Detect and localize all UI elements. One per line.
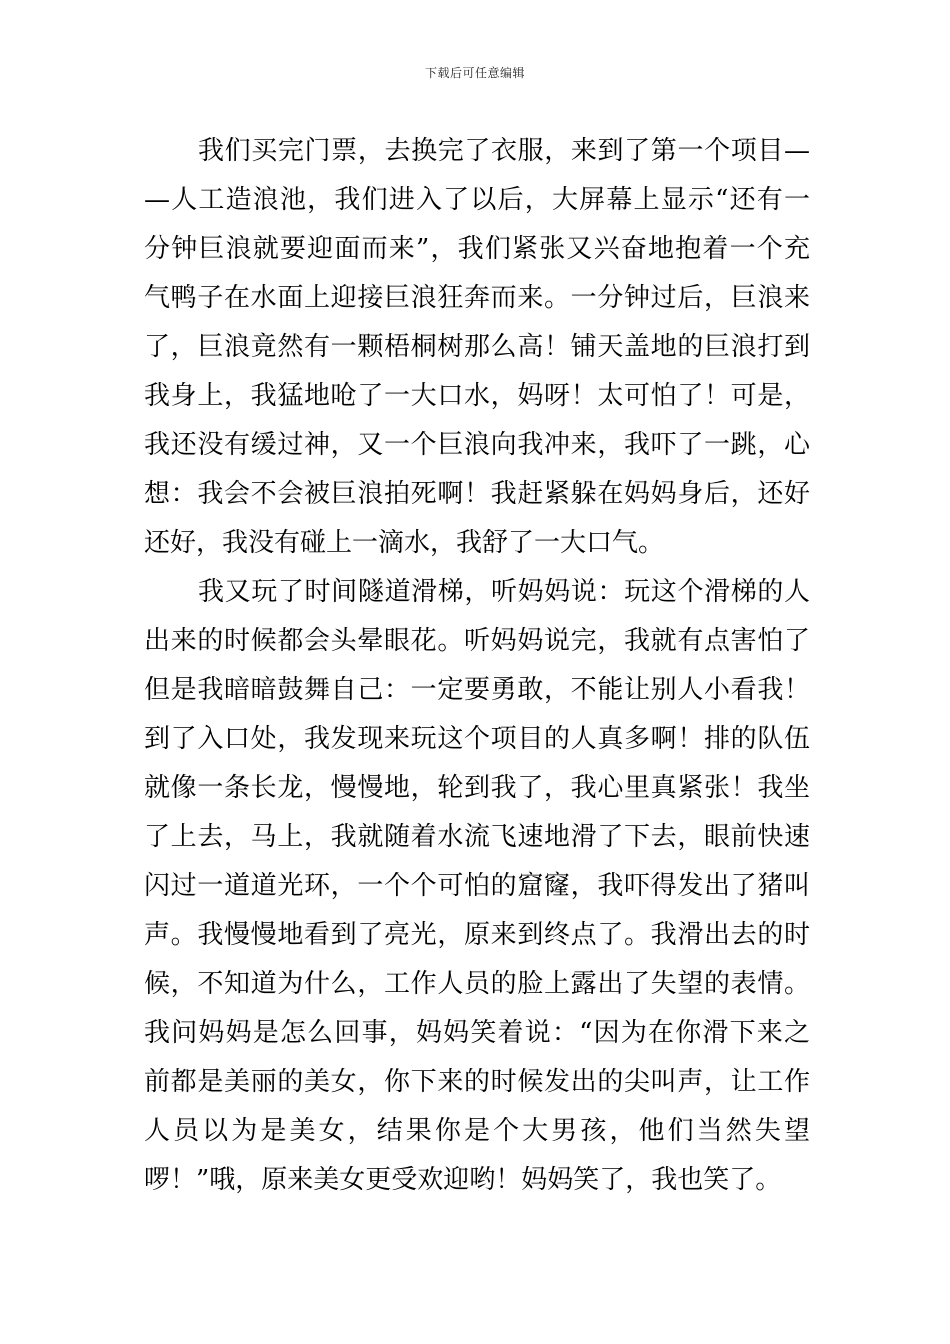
text-line: 我问妈妈是怎么回事，妈妈笑着说：“因为在你滑下来之 — [144, 1018, 810, 1048]
text-line: 分钟巨浪就要迎面而来”，我们紧张又兴奋地抱着一个充 — [144, 234, 810, 264]
text-line: 我身上，我猛地呛了一大口水，妈呀！太可怕了！可是， — [144, 381, 810, 411]
text-line: 气鸭子在水面上迎接巨浪狂奔而来。一分钟过后，巨浪来 — [144, 283, 810, 313]
text-line: 我们买完门票，去换完了衣服，来到了第一个项目— — [198, 136, 810, 166]
text-line: 但是我暗暗鼓舞自己：一定要勇敢，不能让别人小看我！ — [144, 675, 810, 705]
text-line: 到了入口处，我发现来玩这个项目的人真多啊！排的队伍 — [144, 724, 810, 754]
text-line: 人员以为是美女，结果你是个大男孩，他们当然失望 — [144, 1116, 810, 1146]
text-line: 还好，我没有碰上一滴水，我舒了一大口气。 — [144, 528, 665, 558]
text-line: 我又玩了时间隧道滑梯，听妈妈说：玩这个滑梯的人 — [198, 577, 810, 607]
text-line: 我还没有缓过神，又一个巨浪向我冲来，我吓了一跳，心 — [144, 430, 810, 460]
text-line: —人工造浪池，我们进入了以后，大屏幕上显示“还有一 — [144, 185, 810, 215]
document-body — [144, 127, 810, 1205]
paragraph-2 — [144, 568, 810, 1205]
text-line: 就像一条长龙，慢慢地，轮到我了，我心里真紧张！我坐 — [144, 773, 810, 803]
text-line: 啰！”哦，原来美女更受欢迎哟！妈妈笑了，我也笑了。 — [144, 1165, 782, 1195]
text-line: 了上去，马上，我就随着水流飞速地滑了下去，眼前快速 — [144, 822, 810, 852]
page-header: 下载后可任意编辑 — [424, 66, 525, 80]
text-line: 出来的时候都会头晕眼花。听妈妈说完，我就有点害怕了 — [144, 626, 810, 656]
paragraph-1 — [144, 127, 810, 568]
text-line: 声。我慢慢地看到了亮光，原来到终点了。我滑出去的时 — [144, 920, 810, 950]
text-line: 想：我会不会被巨浪拍死啊！我赶紧躲在妈妈身后，还好 — [144, 479, 810, 509]
text-line: 前都是美丽的美女，你下来的时候发出的尖叫声，让工作 — [144, 1067, 810, 1097]
text-line: 闪过一道道光环，一个个可怕的窟窿，我吓得发出了猪叫 — [144, 871, 810, 901]
text-line: 候，不知道为什么，工作人员的脸上露出了失望的表情。 — [144, 969, 810, 999]
text-line: 了，巨浪竟然有一颗梧桐树那么高！铺天盖地的巨浪打到 — [144, 332, 810, 362]
